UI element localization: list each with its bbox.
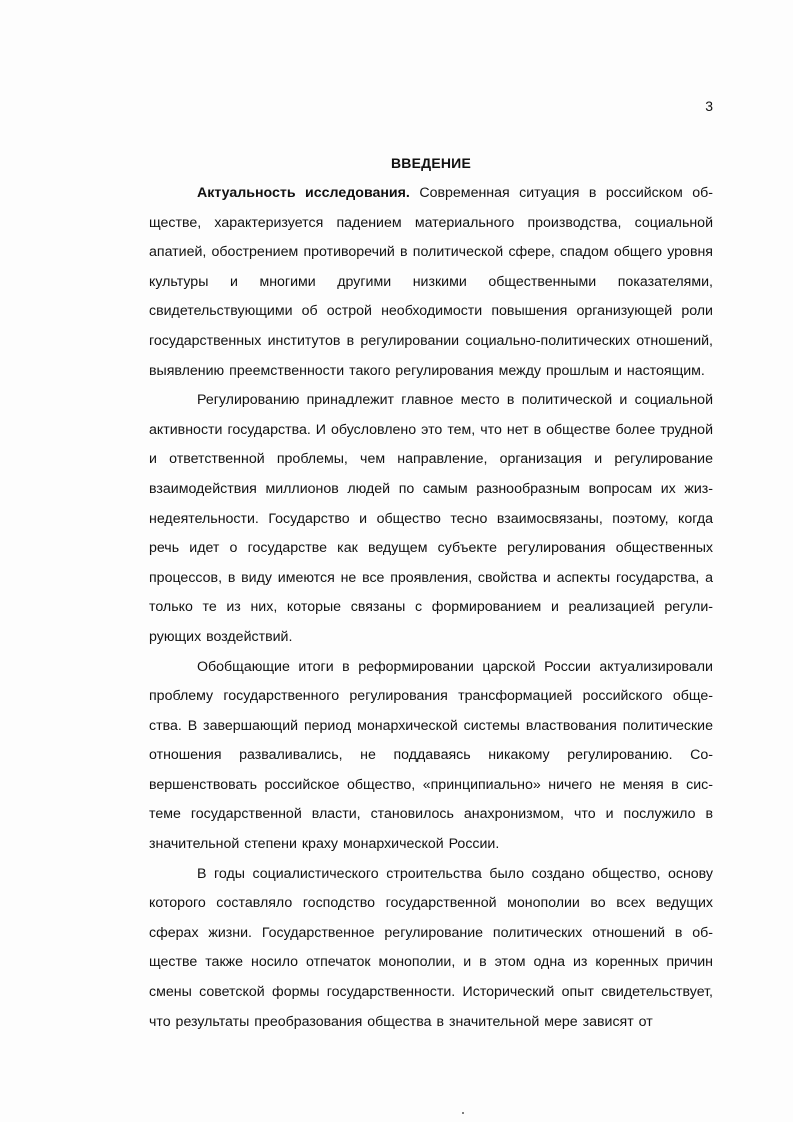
page-number: 3 [705,98,713,114]
paragraph-socialist-era: В годы социалистического строительства было создано общество, основу которого составляло господство государственной монополии во всех ведущих сферах жизни. Государственное регулирование политических отношений в обществе также носило отпечаток монополии, и в этом одна из коренных причин смены советской формы государственности. Исторический опыт свидетельствует, что результаты преобразования общества в значительной мере зависят от [149,865,713,1030]
paragraph-text: Современная ситуация в российском обществе, характеризуется падением материального производства, социальной апатией, обострением противоречий в политической сфере, спадом общего уровня культуры и многими другими низкими общественными показателями, свидетельствующими об острой необходимости повышения организующей роли государственных институтов в регулировании социально-политических отношений, выявлению преемственности такого регулирования между прошлым и настоящим. [149,185,714,379]
body-text [149,179,713,1037]
scan-speck [462,1112,464,1114]
paragraph-relevance [149,179,713,386]
paragraph-regulation: Регулированию принадлежит главное место в политической и социальной активности государства. И обусловлено это тем, что нет в обществе более трудной и ответственной проблемы, чем направление, организация и регулирование взаимодействия миллионов людей по самым разнообразным вопросам их жизнедеятельности. Государство и общество тесно взаимосвязаны, поэтому, когда речь идет о государстве как ведущем субъекте регулирования общественных процессов, в виду имеются не все проявления, свойства и аспекты государства, а только те из них, которые связаны с формированием и реализацией регулирующих воздействий. [149,392,713,645]
paragraph-lead: Актуальность исследования. [197,185,410,201]
paragraph-tsarist-russia: Обобщающие итоги в реформировании царской России актуализировали проблему государственного регулирования трансформацией российского общества. В завершающий период монархической системы властвования политические отношения разваливались, не поддаваясь никакому регулированию. Совершенствовать российское общество, «принципиально» ничего не меняя в системе государственной власти, становилось анахронизмом, что и послужило в значительной степени краху монархической России. [149,658,713,853]
section-heading: ВВЕДЕНИЕ [391,155,471,171]
